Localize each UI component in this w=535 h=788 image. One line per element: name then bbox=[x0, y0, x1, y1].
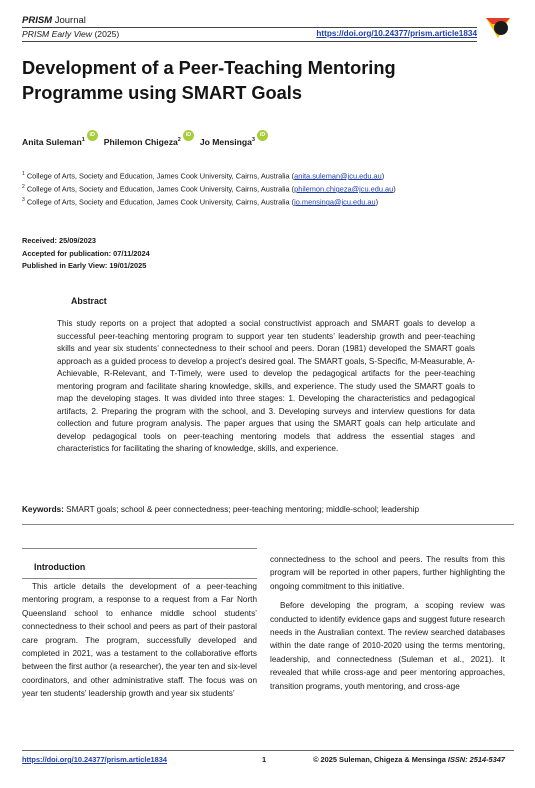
author-1: Anita Suleman $^1$ iD bbox=[22, 137, 98, 148]
abstract-text: This study reports on a project that adopted a social constructivist approach and SMART goals to develop a successful peer-teaching mentoring program to support year ten students’ leadership growth and peer-teaching skills and year six students’ connectedness to their school and peers. Doran (1981) developed the SMART goals approach as a guided process to develop a project’s desired goal. The SMART goals, S-Specific, M-Measurable, A-Achievable, R-Relevant, and T-Timely, were used to develop the pedagogical artifacts for the peer-teaching mentoring program and facilitate sharing knowledge, skills, and experience. The study used the SMART goals to map the developing stages. It was divided into three stages: 1. Developing the characteristics and pedagogical artifacts, 2. Preparing the program with the school, and 3. Developing surveys and interview questions for data collection and future program analysis. The paper argues that using the SMART goals can help articulate and develop pedagogical tools on peer-teaching mentoring models that address the essential stages and characteristics for facilitating the sharing of knowledge, skills, and experience. bbox=[57, 319, 475, 453]
intro-rule-bottom bbox=[22, 578, 257, 579]
affiliation-1: $^1$ College of Arts, Society and Education, James Cook University, Cairns, Australia (anita.suleman@jcu.edu.au) bbox=[22, 171, 385, 181]
published-date: Published in Early View: 19/01/2025 bbox=[22, 261, 147, 270]
accepted-date: Accepted for publication: 07/11/2024 bbox=[22, 248, 150, 258]
page-number: 1 bbox=[262, 755, 267, 764]
prism-logo-icon bbox=[484, 14, 512, 42]
abstract-heading: Abstract bbox=[71, 296, 107, 306]
orcid-icon[interactable]: iD bbox=[87, 130, 98, 141]
header-doi-link[interactable]: https://doi.org/10.24377/prism.article1834 bbox=[316, 29, 477, 38]
keywords-divider bbox=[22, 524, 514, 525]
copyright: © 2025 Suleman, Chigeza & Mensinga ISSN: 2514-5347 bbox=[313, 755, 505, 764]
author-2: Philemon Chigeza $^2$ iD bbox=[104, 137, 194, 148]
affiliation-2: $^2$ College of Arts, Society and Education, James Cook University, Cairns, Australia (philemon.chigeza@jcu.edu.au) bbox=[22, 184, 396, 194]
author-list bbox=[22, 132, 274, 148]
early-view-label: PRISM Early View (2025) bbox=[22, 29, 120, 39]
intro-paragraph-1-continued: connectedness to the school and peers. The results from this program will be reported in other papers, further highlighting the ongoing commitment to this initiative. bbox=[270, 555, 505, 591]
email-link[interactable]: anita.suleman@jcu.edu.au bbox=[294, 171, 382, 181]
keywords: Keywords: SMART goals; school & peer connectedness; peer-teaching mentoring; middle-school; leadership bbox=[22, 505, 419, 514]
intro-left-column bbox=[22, 580, 257, 701]
intro-rule-top bbox=[22, 548, 257, 549]
intro-right-column bbox=[270, 553, 505, 693]
header-rule-top bbox=[22, 27, 477, 28]
orcid-icon[interactable]: iD bbox=[257, 130, 268, 141]
orcid-icon[interactable]: iD bbox=[183, 130, 194, 141]
journal-name: PRISM Journal bbox=[22, 15, 86, 26]
header-rule-bottom bbox=[22, 41, 477, 42]
email-link[interactable]: jo.mensinga@jcu.edu.au bbox=[294, 197, 376, 207]
email-link[interactable]: philemon.chigeza@jcu.edu.au bbox=[294, 184, 394, 194]
introduction-heading: Introduction bbox=[34, 562, 86, 572]
publication-dates bbox=[22, 235, 150, 273]
intro-paragraph-1: This article details the development of a peer-teaching mentoring program, a response to a request from a Far North Queensland school to enhance middle school students’ connectedness to their school and peers as part of their pastoral care program. The program, successfully developed and completed in 2021, was a testament to the collaborative efforts between the first author (a researcher), the year ten and six-level coordinators, and other administrative staff. The focus was on year ten students’ leadership growth and year six students’ bbox=[22, 582, 257, 699]
footer-rule bbox=[22, 750, 514, 751]
author-3: Jo Mensinga $^3$ iD bbox=[200, 137, 268, 148]
intro-paragraph-2: Before developing the program, a scoping review was conducted to identify evidence gaps and suggest future research needs in the Australian context. The review searched databases within the date range of 2010-2020 using the terms mentoring, leadership, and connectedness (Suleman et al., 2021). It revealed that while cross-age and peer mentoring approaches, transition programs, youth mentoring, and cross-age bbox=[270, 601, 505, 691]
footer-doi-link[interactable]: https://doi.org/10.24377/prism.article1834 bbox=[22, 755, 167, 764]
affiliation-3: $^3$ College of Arts, Society and Education, James Cook University, Cairns, Australia (jo.mensinga@jcu.edu.au) bbox=[22, 197, 379, 207]
received-date: Received: 25/09/2023 bbox=[22, 236, 96, 245]
article-title: Development of a Peer-Teaching Mentoring Programme using SMART Goals bbox=[22, 58, 396, 103]
